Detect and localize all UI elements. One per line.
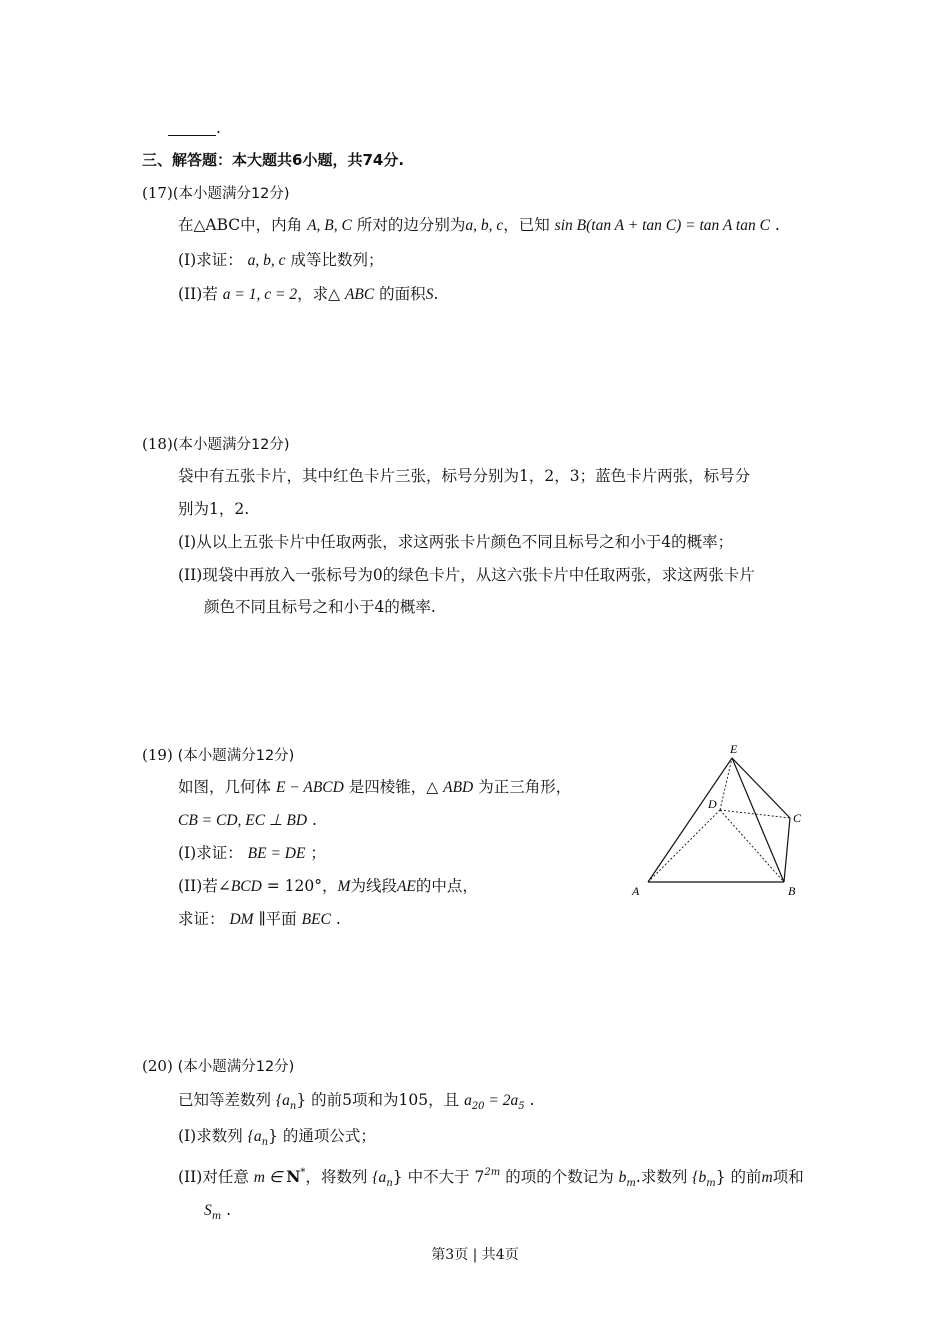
q19-header: (19) (本小题满分12分) xyxy=(142,746,295,764)
q18-stem-line1: 袋中有五张卡片，其中红色卡片三张，标号分别为1，2，3；蓝色卡片两张，标号分 xyxy=(178,467,751,485)
section-heading: 三、解答题：本大题共6小题，共74分. xyxy=(142,151,405,169)
q18-part2-line2: 颜色不同且标号之和小于4的概率. xyxy=(204,598,436,616)
q18-header: (18)(本小题满分12分) xyxy=(142,435,290,453)
q17-part1: (I)求证： a, b, c 成等比数列； xyxy=(178,251,384,269)
q18-stem-line2: 别为1，2. xyxy=(178,500,250,518)
page-footer: 第3页 | 共4页 xyxy=(431,1247,519,1263)
q19-part2-conclusion: 求证： DM ∥平面 BEC . xyxy=(178,910,341,928)
edge-BC xyxy=(784,818,790,882)
q17-part2: (II)若 a = 1, c = 2，求△ ABC 的面积S. xyxy=(178,285,439,303)
label-C: C xyxy=(793,811,802,825)
edge-BD xyxy=(720,810,784,882)
label-A: A xyxy=(632,884,640,898)
q18-part1: (I)从以上五张卡片中任取两张，求这两张卡片颜色不同且标号之和小于4的概率； xyxy=(178,533,734,551)
label-E: E xyxy=(730,742,738,756)
edge-AD xyxy=(648,810,720,882)
q20-part1: (I)求数列 $\{a_n\}$ 的通项公式； xyxy=(178,1127,376,1148)
q20-stem: 已知等差数列 $\{a_n\}$ 的前5项和为105，且 $a_{20} = 2a_5$ . xyxy=(178,1091,535,1112)
label-B: B xyxy=(788,884,796,898)
q20-part2: (II)对任意 m ∈ N*，将数列 $\{a_n\}$ 中不大于 $7^{2m}$ 的项的个数记为 $b_m$.求数列 $\{b_m\}$ 的前m项和 xyxy=(178,1167,804,1189)
q19-stem-line1: 如图，几何体 E − ABCD 是四棱锥，△ ABD 为正三角形， xyxy=(178,778,572,796)
label-D: D xyxy=(708,797,717,811)
q20-header: (20) (本小题满分12分) xyxy=(142,1057,295,1075)
q18-part2-line1: (II)现袋中再放入一张标号为0的绿色卡片，从这六张卡片中任取两张，求这两张卡片 xyxy=(178,566,755,584)
q17-stem: 在△ABC中，内角 A, B, C 所对的边分别为a, b, c，已知 sin B(tan A + tan C) = tan A tan C . xyxy=(178,216,780,234)
answer-blank-line: . xyxy=(168,118,221,138)
blank-underline xyxy=(168,121,216,136)
q19-stem-line2: CB = CD, EC ⊥ BD . xyxy=(178,811,317,829)
q20-part2-sum: $S_m$ . xyxy=(204,1201,232,1222)
edge-CE xyxy=(732,758,790,818)
q17-header: (17)(本小题满分12分) xyxy=(142,184,290,202)
edge-BE xyxy=(732,758,784,882)
q19-part2: (II)若∠BCD = 120°，M为线段AE的中点， xyxy=(178,877,478,895)
q19-part1: (I)求证： BE = DE ； xyxy=(178,844,326,862)
edge-AE xyxy=(648,758,732,882)
pyramid-figure xyxy=(620,740,820,905)
